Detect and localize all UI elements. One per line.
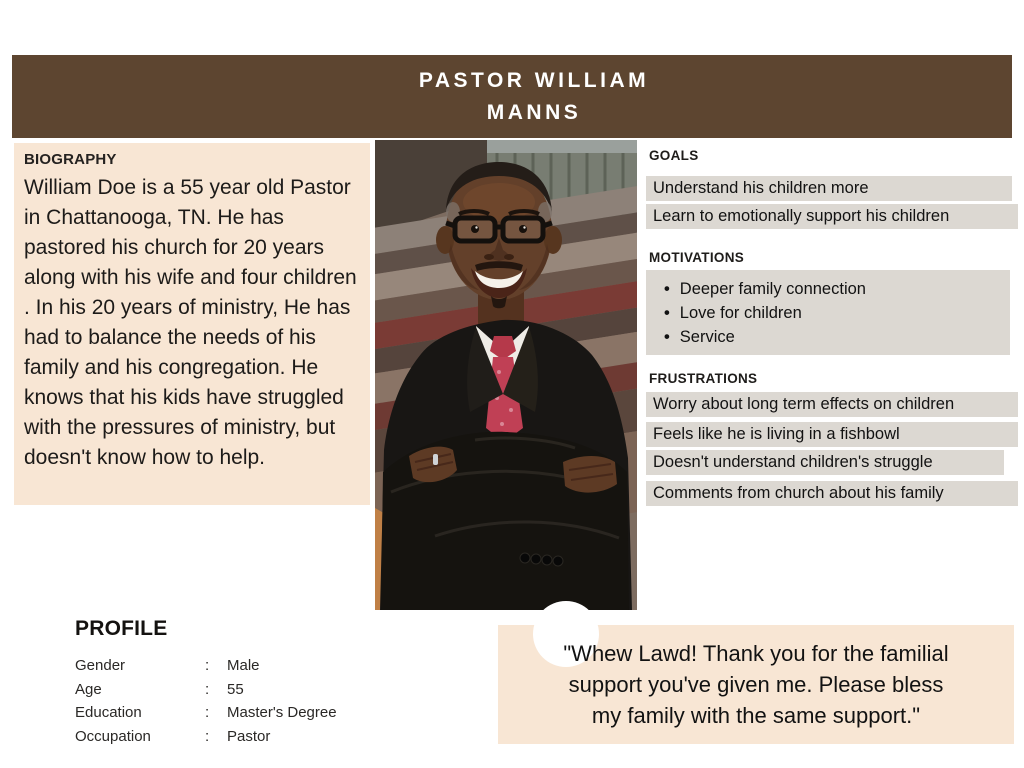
profile-row-value: 55: [227, 680, 244, 698]
profile-row-label: Education: [75, 704, 142, 721]
header-bar: [12, 55, 1012, 138]
profile-row-value: Master's Degree: [227, 704, 337, 721]
profile-row-label: Gender: [75, 657, 126, 674]
goals-section-label: GOALS: [649, 148, 699, 163]
quote-panel: [498, 625, 1014, 744]
profile-row-separator: :: [205, 727, 210, 745]
biography-label: BIOGRAPHY: [24, 151, 117, 168]
motivation-item: • Deeper family connection: [646, 277, 1010, 301]
profile-section: [75, 617, 415, 748]
frustration-item: Worry about long term effects on children: [646, 392, 1018, 417]
profile-title: PROFILE: [75, 617, 168, 640]
pastor-portrait-photo: [375, 140, 637, 610]
profile-row-value: Male: [227, 657, 260, 674]
quote-line: support you've given me. Please bless: [568, 672, 944, 697]
profile-rows: [75, 654, 415, 748]
profile-row: [75, 654, 415, 678]
frustration-item: Doesn't understand children's struggle: [646, 450, 1004, 475]
profile-row: [75, 701, 415, 725]
profile-row-label: Age: [75, 680, 102, 698]
profile-row-value: Pastor: [227, 727, 271, 745]
biography-panel: [14, 143, 370, 505]
profile-row-label: Occupation: [75, 727, 151, 745]
motivation-item: • Service: [646, 325, 1010, 349]
biography-text: William Doe is a 55 year old Pastor in Chattanooga, TN. He has pastored his church for 20 years along with his wife and four children . In his 20 years of ministry, He has had to balance the needs of his family and his congregation. He knows that his kids have struggled with the pressures of ministry, but doesn't know how to help.: [24, 176, 357, 469]
persona-name-line1: PASTOR WILLIAM: [418, 68, 650, 92]
motivations-list: [646, 270, 1010, 355]
motivation-item: • Love for children: [646, 301, 1010, 325]
profile-row-separator: :: [205, 680, 210, 698]
profile-row: [75, 725, 415, 749]
goal-item: Understand his children more: [646, 176, 1012, 201]
quote-line: "Whew Lawd! Thank you for the familial: [563, 641, 949, 666]
profile-row-separator: :: [205, 657, 210, 674]
quote-text: [563, 638, 948, 731]
goal-item: Learn to emotionally support his children: [646, 204, 1018, 229]
profile-row-separator: :: [205, 704, 210, 721]
motivations-section-label: MOTIVATIONS: [649, 250, 745, 265]
attributes-column: [646, 148, 1018, 508]
profile-row: [75, 678, 415, 702]
frustrations-section-label: FRUSTRATIONS: [649, 371, 758, 386]
persona-name-line2: MANNS: [486, 100, 582, 124]
frustration-item: Feels like he is living in a fishbowl: [646, 422, 1018, 447]
frustration-item: Comments from church about his family: [646, 481, 1018, 506]
quote-line: my family with the same support.": [591, 703, 921, 728]
